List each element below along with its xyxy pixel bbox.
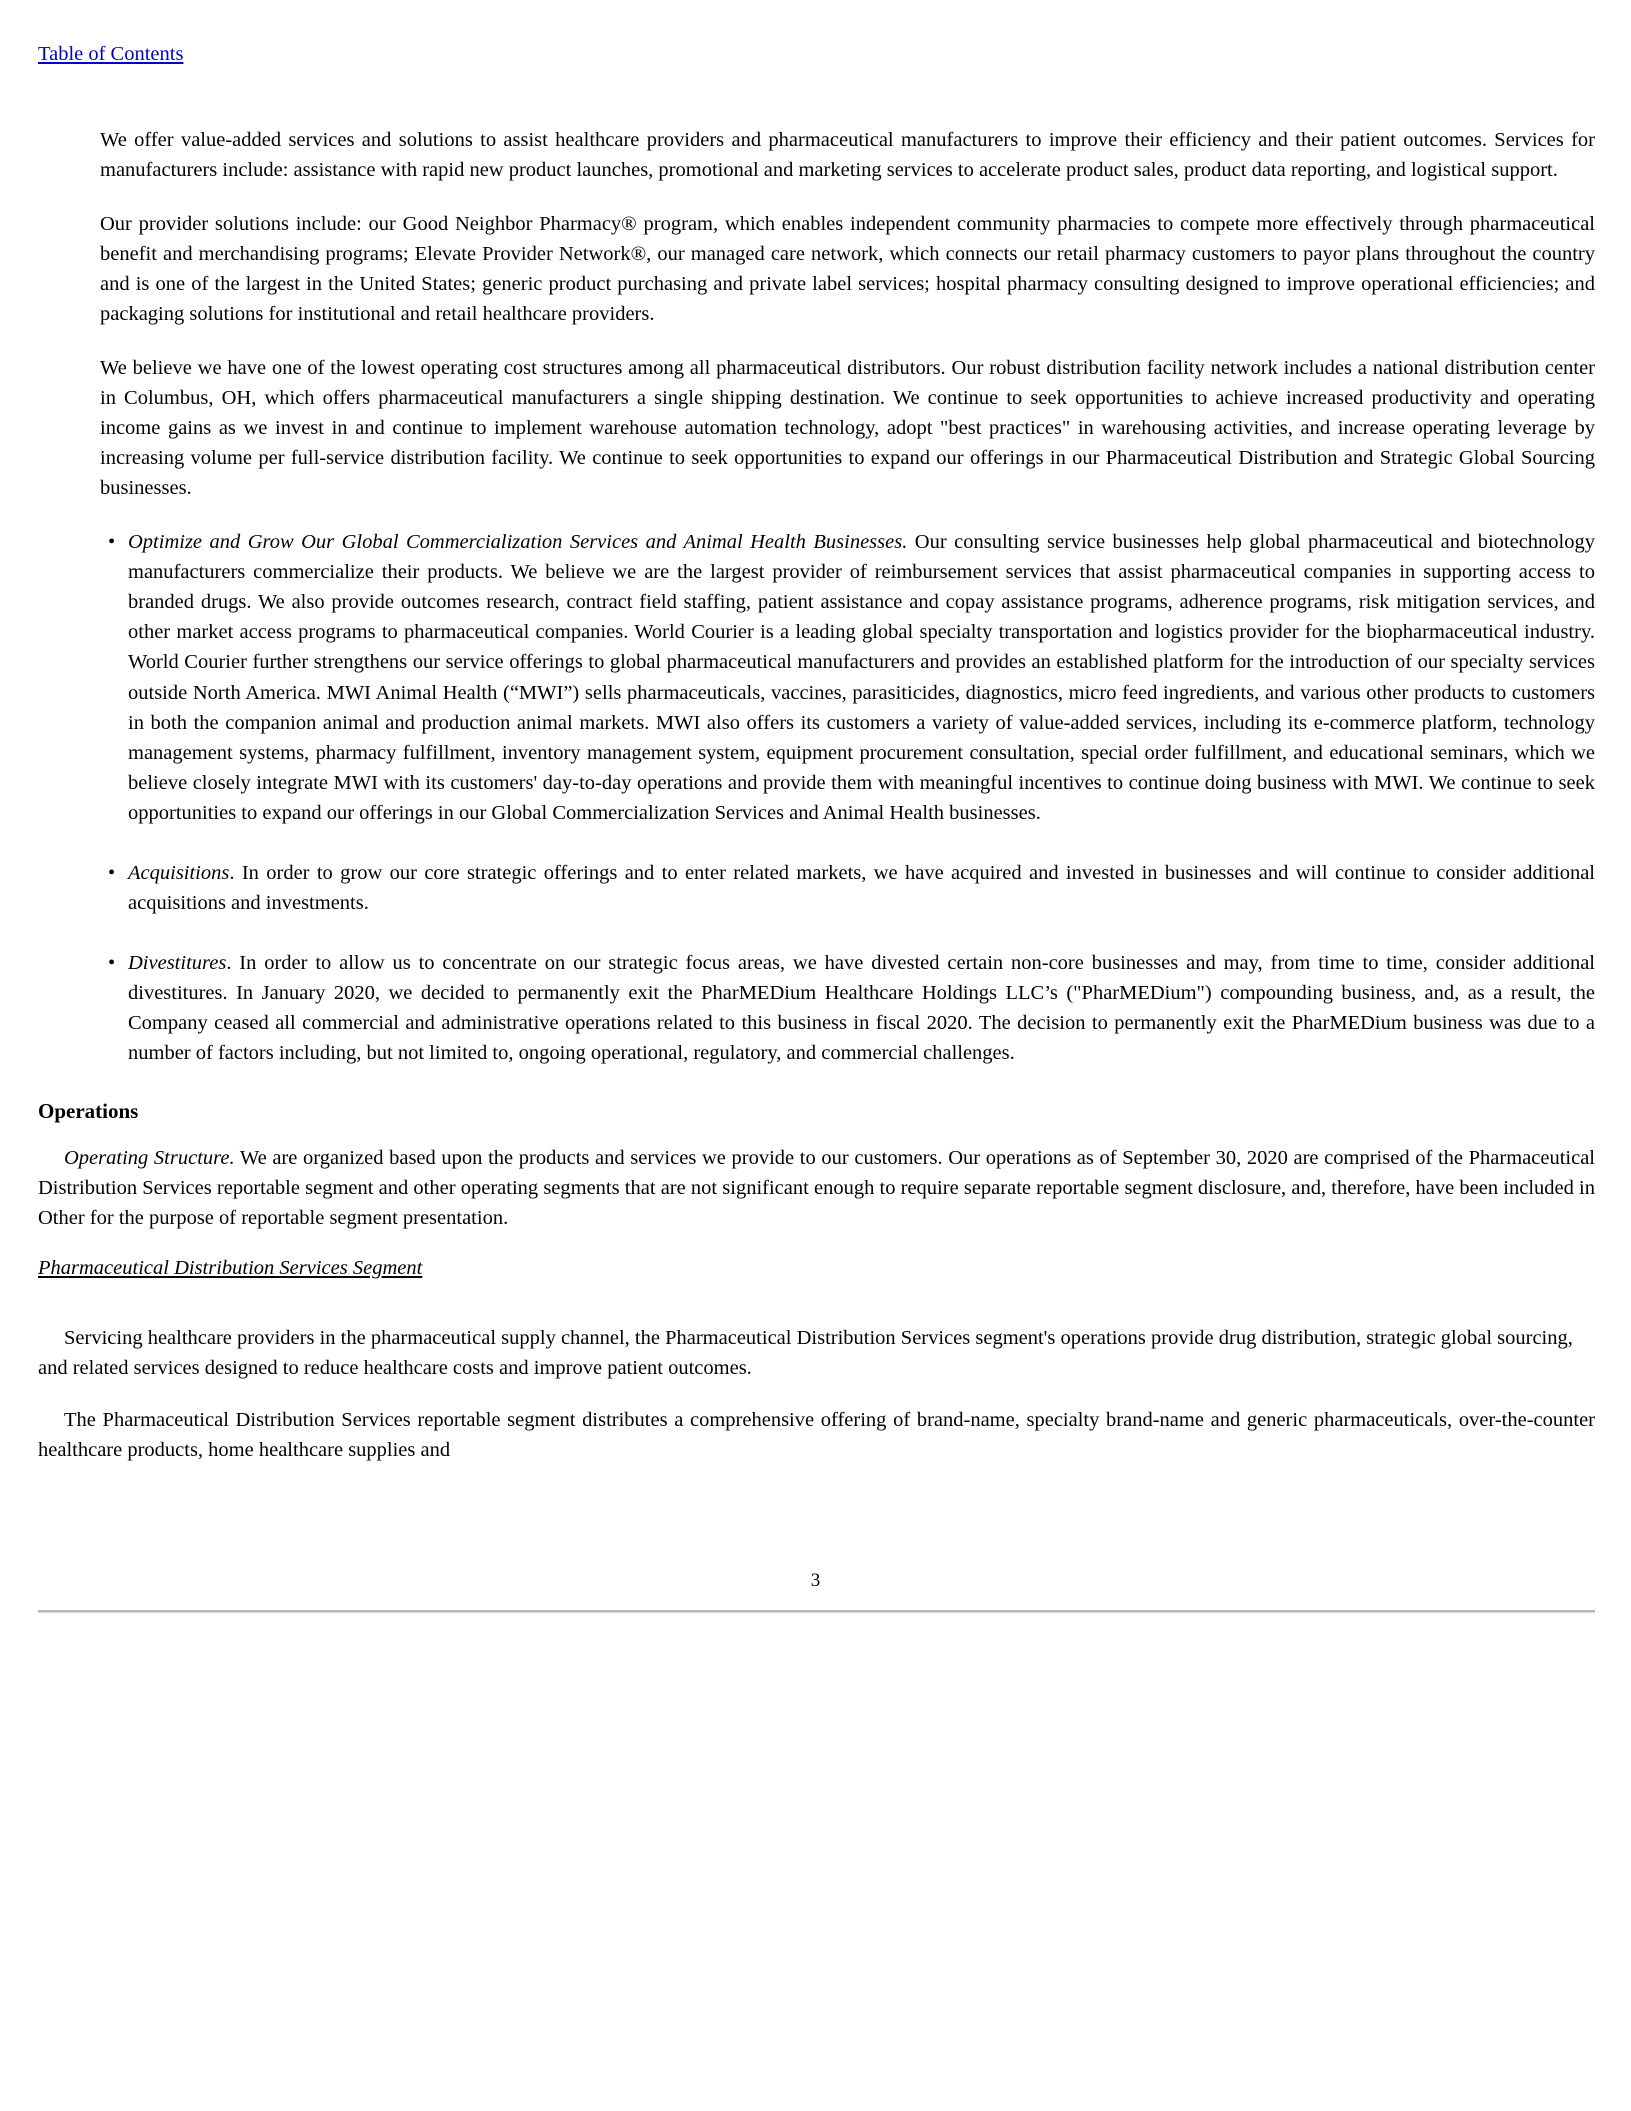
bullet-body-text: . In order to grow our core strategic offerings and to enter related markets, we have acquired and invested in businesses and will continue to consider additional acquisitions and investments. — [128, 861, 1595, 914]
pharmaceutical-distribution-services-segment-heading: Pharmaceutical Distribution Services Segment — [38, 1257, 423, 1280]
operations-section — [38, 1098, 1595, 1465]
bullet-body-text: . In order to allow us to concentrate on our strategic focus areas, we have divested certain non-core businesses and may, from time to time, consider additional divestitures. In January 2020, we decided to permanently exit the PharMEDium Healthcare Holdings LLC’s ("PharMEDium") compounding business, and, as a result, the Company ceased all commercial and administrative operations related to this business in fiscal 2020. The decision to permanently exit the PharMEDium business was due to a number of factors including, but not limited to, ongoing operational, regulatory, and commercial challenges. — [128, 951, 1595, 1064]
segment-heading-row — [38, 1255, 1595, 1303]
bullet-body-text: Our consulting service businesses help global pharmaceutical and biotechnology manufacturers commercialize their products. We believe we are the largest provider of reimbursement services that assist pharmaceutical companies in supporting access to branded drugs. We also provide outcomes research, contract field staffing, patient assistance and copay assistance programs, adherence programs, risk mitigation services, and other market access programs to pharmaceutical companies. World Courier is a leading global specialty transportation and logistics provider for the biopharmaceutical industry. World Courier further strengthens our service offerings to global pharmaceutical manufacturers and provides an established platform for the introduction of our specialty services outside North America. MWI Animal Health (“MWI”) sells pharmaceuticals, vaccines, parasiticides, diagnostics, micro feed ingredients, and various other products to customers in both the companion animal and production animal markets. MWI also offers its customers a variety of value-added services, including its e-commerce platform, technology management systems, pharmacy fulfillment, inventory management system, equipment procurement consultation, special order fulfillment, and educational seminars, which we believe closely integrate MWI with its customers' day-to-day operations and provide them with meaningful incentives to continue doing business with MWI. We continue to seek opportunities to expand our offerings in our Global Commercialization Services and Animal Health businesses. — [128, 531, 1595, 824]
bullet-marker-icon: • — [108, 861, 116, 884]
operating-structure-body-text: We are organized based upon the products and services we provide to our customers. Our operations as of September 30, 2020 are comprised of the Pharmaceutical Distribution Services reportable segment and other operating segments that are not significant enough to require separate reportable segment disclosure, and, therefore, have been included in Other for the purpose of reportable segment presentation. — [38, 1147, 1595, 1230]
paragraph-operating-structure — [38, 1143, 1595, 1233]
strategy-bullet-list — [38, 527, 1595, 1068]
bullet-lead-label: Optimize and Grow Our Global Commercialization Services and Animal Health Businesses. — [128, 531, 908, 554]
document-body — [38, 125, 1595, 1487]
bullet-marker-icon: • — [108, 951, 116, 974]
bullet-divestitures — [38, 948, 1595, 1068]
operating-structure-lead-label: Operating Structure. — [64, 1147, 235, 1170]
bullet-optimize-and-grow — [38, 527, 1595, 827]
paragraph-servicing-healthcare-providers: Servicing healthcare providers in the pharmaceutical supply channel, the Pharmaceutical Distribution Services segment's operations provide drug distribution, strategic global sourcing, and related services designed to reduce healthcare costs and improve patient outcomes. — [38, 1326, 1573, 1379]
bullet-acquisitions — [38, 858, 1595, 918]
paragraph-operating-cost-structures: We believe we have one of the lowest operating cost structures among all pharmaceutical distributors. Our robust distribution facility network includes a national distribution center in Columbus, OH, which offers pharmaceutical manufacturers a single shipping destination. We continue to seek opportunities to achieve increased productivity and operating income gains as we invest in and continue to implement warehouse automation technology, adopt "best practices" in warehousing activities, and increase operating leverage by increasing volume per full-service distribution facility. We continue to seek opportunities to expand our offerings in our Pharmaceutical Distribution and Strategic Global Sourcing businesses. — [100, 357, 1595, 500]
bullet-lead-label: Acquisitions — [128, 861, 230, 884]
paragraph-value-added-services: We offer value-added services and solutions to assist healthcare providers and pharmaceutical manufacturers to improve their efficiency and their patient outcomes. Services for manufacturers include: assistance with rapid new product launches, promotional and marketing services to accelerate product sales, product data reporting, and logistical support. — [100, 129, 1595, 182]
operations-heading: Operations — [38, 1098, 139, 1123]
bullet-lead-label: Divestitures — [128, 951, 227, 974]
paragraph-segment-distributes: The Pharmaceutical Distribution Services reportable segment distributes a comprehensive offering of brand-name, specialty brand-name and generic pharmaceuticals, over-the-counter healthcare products, home healthcare supplies and — [38, 1408, 1595, 1461]
footer-divider — [38, 1610, 1595, 1613]
bullet-marker-icon: • — [108, 531, 116, 554]
table-of-contents-link[interactable]: Table of Contents — [38, 43, 184, 65]
page-number: 3 — [810, 1570, 821, 1591]
paragraph-provider-solutions: Our provider solutions include: our Good Neighbor Pharmacy® program, which enables independent community pharmacies to compete more effectively through pharmaceutical benefit and merchandising programs; Elevate Provider Network®, our managed care network, which connects our retail pharmacy customers to payor plans throughout the country and is one of the largest in the United States; generic product purchasing and private label services; hospital pharmacy consulting designed to improve operational efficiencies; and packaging solutions for institutional and retail healthcare providers. — [100, 213, 1595, 326]
